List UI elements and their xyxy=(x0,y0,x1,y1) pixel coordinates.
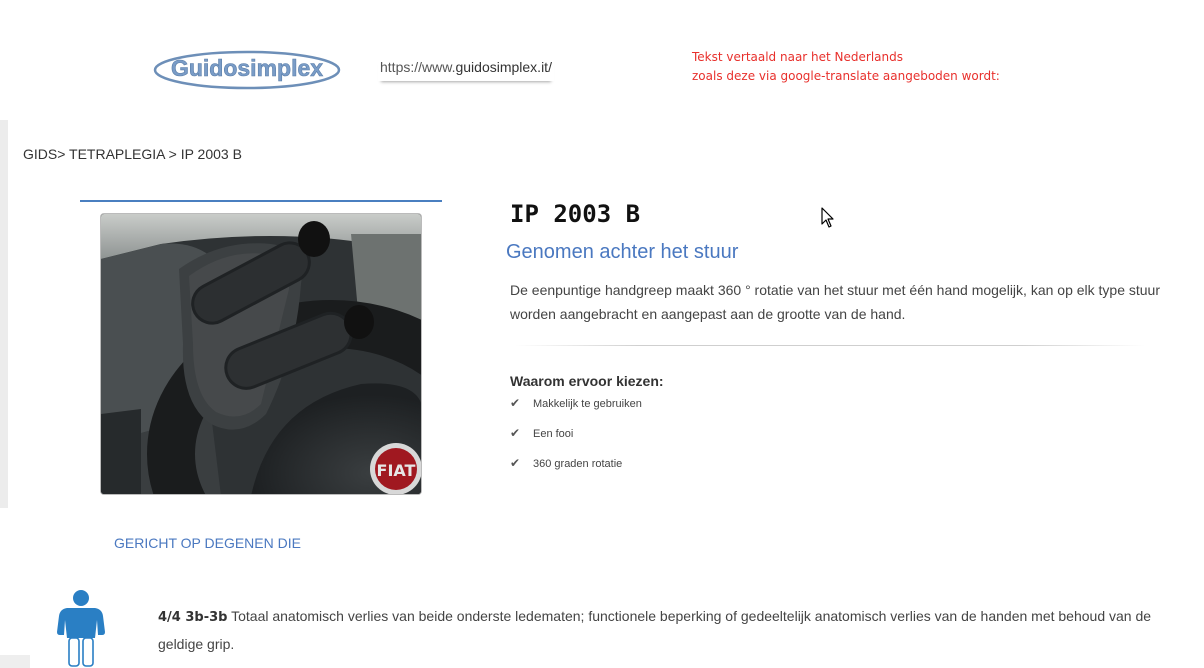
feature-list xyxy=(510,398,642,488)
product-title: IP 2003 B xyxy=(510,200,641,228)
mouse-cursor-icon xyxy=(821,207,835,229)
list-item xyxy=(510,458,642,488)
image-top-rule xyxy=(80,200,442,202)
product-description: De eenpuntige handgreep maakt 360 ° rotatie van het stuur met één hand mogelijk, kan op elk type stuur worden aangebracht en aangepast aan de grootte van de hand. xyxy=(510,282,1161,322)
feature-label: Makkelijk te gebruiken xyxy=(533,398,642,410)
breadcrumb[interactable]: GIDS> TETRAPLEGIA > IP 2003 B xyxy=(23,146,242,162)
section-separator xyxy=(515,345,1145,346)
translation-note-line-1: Tekst vertaald naar het Nederlands xyxy=(692,50,904,64)
check-icon: ✔ xyxy=(510,426,521,440)
translation-note xyxy=(692,48,1000,86)
feature-label: 360 graden rotatie xyxy=(533,458,623,470)
check-icon: ✔ xyxy=(510,456,521,470)
classification-code: 4/4 3b-3b xyxy=(158,610,228,625)
target-heading: GERICHT OP DEGENEN DIE xyxy=(114,535,301,551)
svg-text:Guidosimplex: Guidosimplex xyxy=(170,55,324,81)
left-edge-bar xyxy=(0,120,8,508)
left-edge-bar-bottom xyxy=(0,655,30,668)
list-item xyxy=(510,398,642,428)
product-subtitle: Genomen achter het stuur xyxy=(506,241,739,263)
classification-text xyxy=(158,603,1168,657)
translation-note-line-2: zoals deze via google-translate aangeboden wordt: xyxy=(692,69,1000,83)
guidosimplex-logo[interactable] xyxy=(150,48,345,92)
classification-description: Totaal anatomisch verlies van beide onderste ledematen; functionele beperking of gedeeltelijk anatomisch verlies van de handen met behoud van de geldige grip. xyxy=(158,608,1152,652)
product-photo[interactable] xyxy=(100,213,422,495)
url-scheme: https://www. xyxy=(380,59,456,75)
person-icon xyxy=(55,588,107,668)
feature-label: Een fooi xyxy=(533,428,574,440)
url-host: guidosimplex.it/ xyxy=(455,59,552,75)
steering-knob-photo-icon xyxy=(101,214,422,495)
why-heading: Waarom ervoor kiezen: xyxy=(510,373,664,389)
url-link[interactable] xyxy=(378,58,554,81)
svg-text:FIAT: FIAT xyxy=(376,461,416,480)
check-icon: ✔ xyxy=(510,396,521,410)
list-item xyxy=(510,428,642,458)
